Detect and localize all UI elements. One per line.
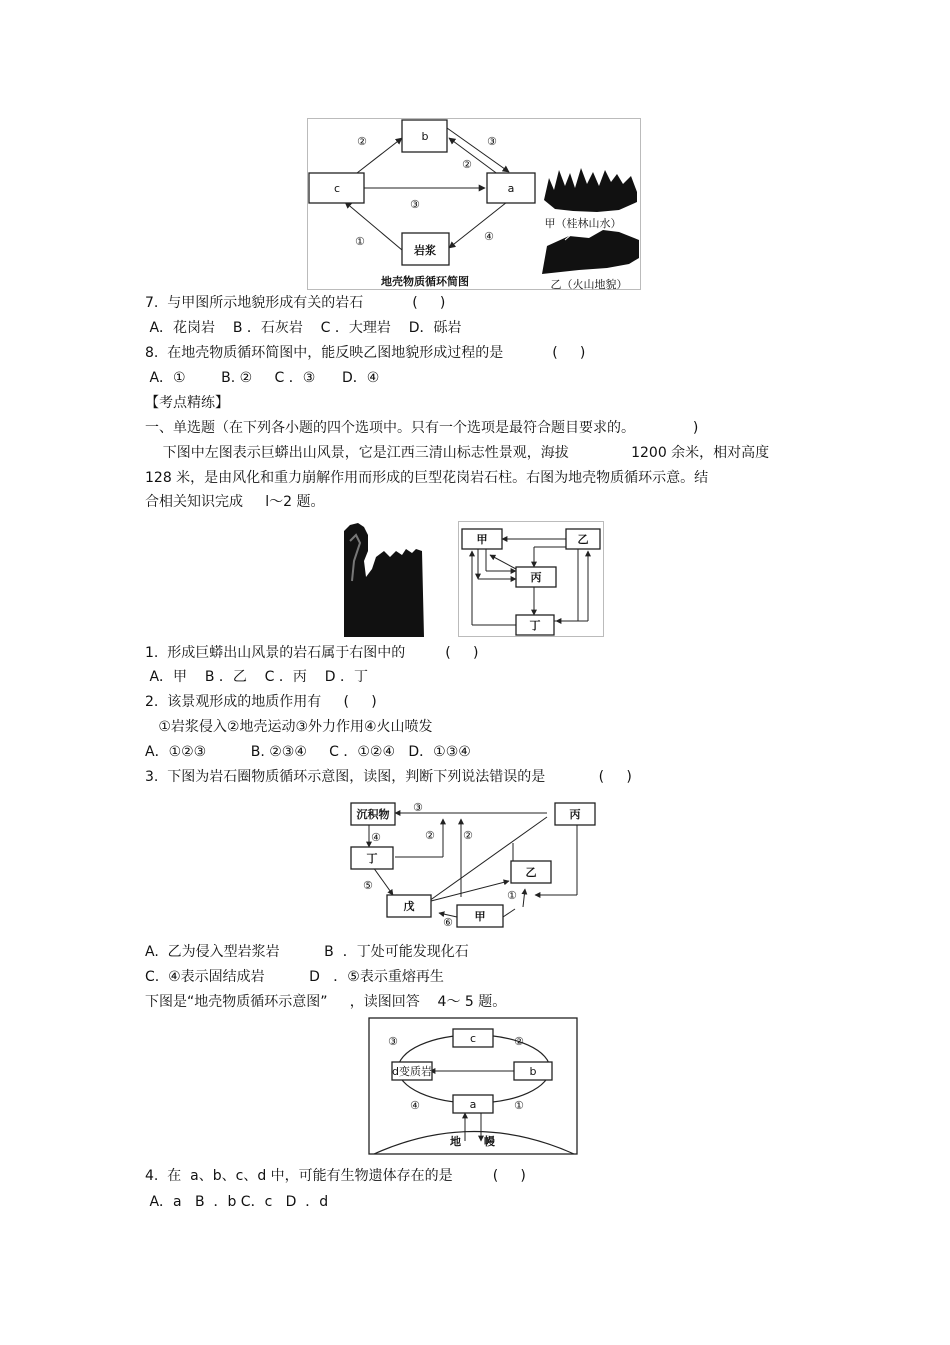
label-a-b: ② xyxy=(462,158,472,171)
mantle-label-2: 幔 xyxy=(484,1135,495,1148)
node-a: a xyxy=(469,1098,477,1111)
label-2a: ② xyxy=(425,829,435,842)
mantle-label-1: 地 xyxy=(450,1135,461,1148)
node-c: c xyxy=(469,1032,477,1045)
box-b: b xyxy=(421,130,429,143)
label-a-magma: ④ xyxy=(484,230,494,243)
q2-detail: ①岩浆侵入②地壳运动③外力作用④火山喷发 xyxy=(145,719,433,735)
figure-crust-cycle-1 xyxy=(307,118,641,290)
node-jia: 甲 xyxy=(476,533,488,546)
q3-options-cd: C. ④表示固结成岩 D ．⑤表示重熔再生 xyxy=(145,969,444,985)
label-4: ④ xyxy=(410,1099,420,1112)
figure-caption: 地壳物质循环简图 xyxy=(381,275,469,288)
box-c: c xyxy=(333,182,341,195)
intro-line-2: 128 米，是由风化和重力崩解作用而形成的巨型花岗岩石柱。右图为地壳物质循环示意。结 xyxy=(145,470,709,486)
figure-lithosphere-cycle xyxy=(347,797,597,929)
intro-4-5: 下图是“地壳物质循环示意图” ，读图回答 4～ 5 题。 xyxy=(145,994,507,1010)
q3-stem: 3. 下图为岩石圈物质循环示意图，读图，判断下列说法错误的是 ( ) xyxy=(145,769,632,785)
node-ding: 丁 xyxy=(529,619,541,632)
figure-crust-cycle-4 xyxy=(368,1017,578,1155)
label-b-a: ③ xyxy=(487,135,497,148)
label-6: ⑥ xyxy=(443,916,453,929)
karst-landscape-image xyxy=(544,168,637,212)
q2-stem: 2. 该景观形成的地质作用有 ( ) xyxy=(145,694,377,710)
q3-options-ab: A. 乙为侵入型岩浆岩 B ．丁处可能发现化石 xyxy=(145,944,469,960)
node-d-metamorphic: d变质岩 xyxy=(392,1065,432,1078)
label-1: ① xyxy=(514,1099,524,1112)
q2-options: A．①②③ B. ②③④ C ．①②④ D．①③④ xyxy=(145,744,471,760)
node-sediment: 沉积物 xyxy=(356,808,390,821)
q1-stem: 1. 形成巨蟒出山风景的岩石属于右图中的 ( ) xyxy=(145,645,479,661)
q8-options: A．① B. ② C ．③ D．④ xyxy=(145,370,380,386)
box-a: a xyxy=(507,182,515,195)
node-bing: 丙 xyxy=(569,808,581,821)
q4-options: A．a B ．b C．c D ．d xyxy=(145,1194,329,1210)
label-magma-c: ① xyxy=(355,235,365,248)
label-1: ① xyxy=(507,889,517,902)
jia-caption: 甲（桂林山水） xyxy=(544,217,622,230)
label-2b: ② xyxy=(463,829,473,842)
node-b: b xyxy=(529,1065,537,1078)
label-3: ③ xyxy=(388,1035,398,1048)
label-c-b: ② xyxy=(357,135,367,148)
node-wu: 戊 xyxy=(403,900,415,913)
q7-options: A．花岗岩 B ．石灰岩 C ．大理岩 D．砾岩 xyxy=(145,320,462,336)
node-jia: 甲 xyxy=(474,910,486,923)
node-ding: 丁 xyxy=(366,852,378,865)
section-type: 一、单选题（在下列各小题的四个选项中。只有一个选项是最符合题目要求的。 ) xyxy=(145,420,699,436)
label-4: ④ xyxy=(371,831,381,844)
yi-caption: 乙（火山地貌） xyxy=(550,278,628,290)
q7-stem: 7. 与甲图所示地貌形成有关的岩石 ( ) xyxy=(145,295,446,311)
q4-stem: 4. 在 a、b、c、d 中，可能有生物遗体存在的是 ( ) xyxy=(145,1168,526,1184)
section-header: 【考点精练】 xyxy=(145,395,229,411)
q8-stem: 8. 在地壳物质循环简图中，能反映乙图地貌形成过程的是 ( ) xyxy=(145,345,586,361)
node-yi: 乙 xyxy=(577,533,589,546)
node-bing: 丙 xyxy=(530,571,542,584)
figure-rock-cycle-2 xyxy=(458,521,604,637)
box-magma: 岩浆 xyxy=(414,244,436,257)
node-yi: 乙 xyxy=(525,866,537,879)
figure-rock-photo xyxy=(342,521,426,637)
label-2: ② xyxy=(514,1035,524,1048)
intro-line-3: 合相关知识完成 l～2 题。 xyxy=(145,494,325,510)
label-c-a: ③ xyxy=(410,198,420,211)
q1-options: A．甲 B ．乙 C ．丙 D ．丁 xyxy=(145,669,368,685)
label-5: ⑤ xyxy=(363,879,373,892)
intro-line-1: 下图中左图表示巨蟒出山风景，它是江西三清山标志性景观，海拔 1200 余米，相对高度 xyxy=(145,445,770,461)
volcano-landscape-image xyxy=(542,228,639,274)
label-3: ③ xyxy=(413,801,423,814)
